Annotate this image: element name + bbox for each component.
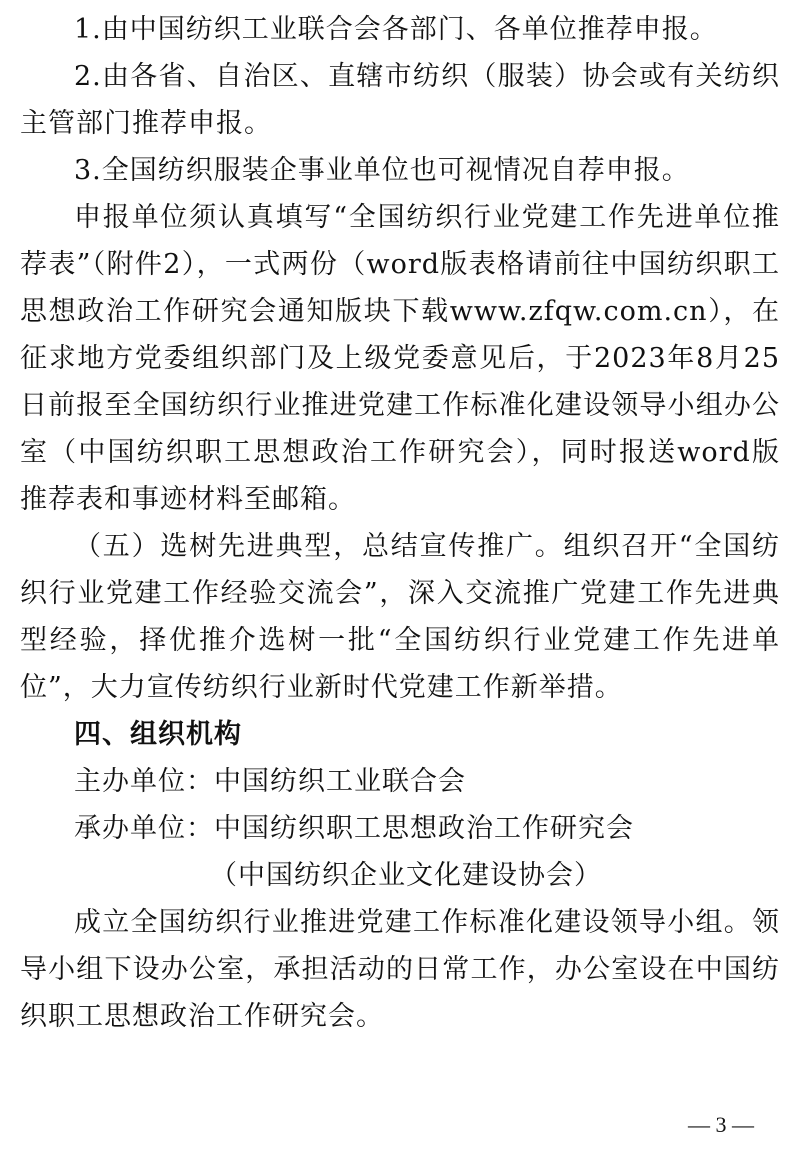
undertaker-second-line: （中国纺织企业文化建设协会） (210, 860, 602, 891)
paragraph-submission-instructions: 申报单位须认真填写“全国纺织行业党建工作先进单位推荐表”（附件2），一式两份（word版表格请前往中国纺织职工思想政治工作研究会通知版块下载www.zfqw.com.cn），在征求地方党委组织部门及上级党委意见后，于2023年8月25日前报至全国纺织行业推进党建工作标准化建设领导小组办公室（中国纺织职工思想政治工作研究会），同时报送word版推荐表和事迹材料至邮箱。 (20, 202, 780, 515)
paragraph-recommend-departments: 1.由中国纺织工业联合会各部门、各单位推荐申报。 (74, 14, 718, 45)
section-heading-organization: 四、组织机构 (74, 719, 242, 750)
undertaker-line: 承办单位：中国纺织职工思想政治工作研究会 (74, 813, 634, 844)
paragraph-leading-group: 成立全国纺织行业推进党建工作标准化建设领导小组。领导小组下设办公室，承担活动的日常工作，办公室设在中国纺织职工思想政治工作研究会。 (20, 907, 780, 1032)
page-number: — 3 — (688, 1112, 754, 1137)
document-page (20, 6, 780, 1040)
paragraph-recommend-provinces: 2.由各省、自治区、直辖市纺织（服装）协会或有关纺织主管部门推荐申报。 (20, 61, 780, 139)
paragraph-promotion: （五）选树先进典型，总结宣传推广。组织召开“全国纺织行业党建工作经验交流会”，深入交流推广党建工作先进典型经验，择优推介选树一批“全国纺织行业党建工作先进单位”，大力宣传纺织行业新时代党建工作新举措。 (20, 531, 780, 703)
paragraph-self-recommend: 3.全国纺织服装企事业单位也可视情况自荐申报。 (74, 155, 690, 186)
organizer-line: 主办单位：中国纺织工业联合会 (74, 766, 466, 797)
